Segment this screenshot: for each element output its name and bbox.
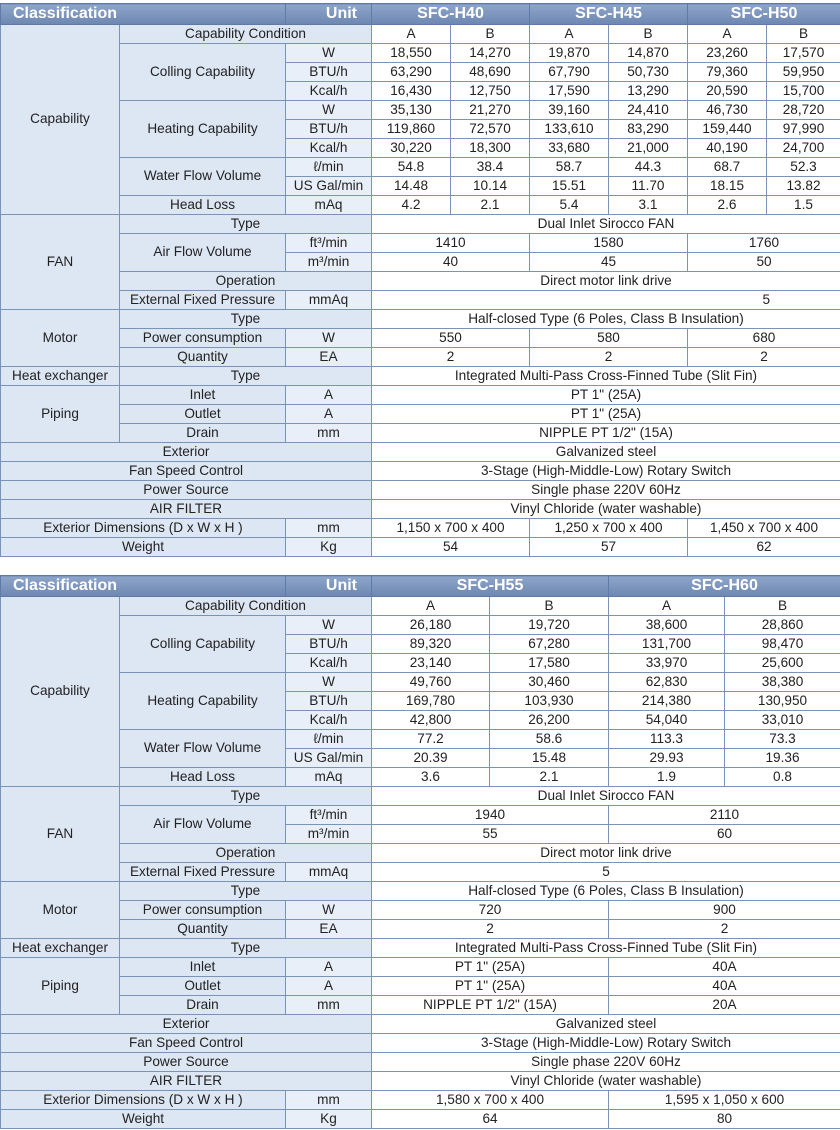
value-cell: 54 xyxy=(372,538,530,557)
row-group-capability: Capability xyxy=(1,597,120,787)
value-cell: 38,600 xyxy=(609,616,725,635)
value-cell: 50 xyxy=(688,253,840,272)
value-cell: 21,270 xyxy=(451,101,530,120)
unit-cell: EA xyxy=(286,920,372,939)
value-cell: 17,590 xyxy=(530,82,609,101)
value-cell: 18,300 xyxy=(451,139,530,158)
value-cell: 20,590 xyxy=(688,82,767,101)
model-header: SFC-H40 xyxy=(372,4,530,25)
unit-cell: ℓ/min xyxy=(286,158,372,177)
unit-cell: A xyxy=(286,977,372,996)
value-cell: 97,990 xyxy=(767,120,840,139)
value-cell: 30,220 xyxy=(372,139,451,158)
value-cell: 63,290 xyxy=(372,63,451,82)
value-cell: PT 1" (25A) xyxy=(372,977,609,996)
value-cell: Single phase 220V 60Hz xyxy=(372,1053,840,1072)
value-cell: 0.8 xyxy=(725,768,840,787)
unit-cell: mAq xyxy=(286,768,372,787)
value-cell: Integrated Multi-Pass Cross-Finned Tube (Slit Fin) xyxy=(372,939,840,958)
unit-cell: A xyxy=(286,958,372,977)
value-cell: 15.48 xyxy=(490,749,609,768)
value-cell: 1.5 xyxy=(767,196,840,215)
model-header: SFC-H55 xyxy=(372,576,609,597)
value-cell: 40 xyxy=(372,253,530,272)
value-cell: 2110 xyxy=(609,806,840,825)
value-cell: 80 xyxy=(609,1110,840,1129)
value-cell: 10.14 xyxy=(451,177,530,196)
value-cell: 72,570 xyxy=(451,120,530,139)
row-label-power-source: Power Source xyxy=(1,1053,372,1072)
value-cell: 14.48 xyxy=(372,177,451,196)
value-cell: PT 1" (25A) xyxy=(372,958,609,977)
value-cell: 15.51 xyxy=(530,177,609,196)
row-label-head-loss: Head Loss xyxy=(120,196,286,215)
row-group-fan: FAN xyxy=(1,215,120,310)
cond-cell: B xyxy=(725,597,840,616)
row-label-drain: Drain xyxy=(120,424,286,443)
value-cell: 3.1 xyxy=(609,196,688,215)
value-cell: 21,000 xyxy=(609,139,688,158)
value-cell: 98,470 xyxy=(725,635,840,654)
value-cell: 1580 xyxy=(530,234,688,253)
spec-table-sfc-h40-h50 xyxy=(0,3,840,557)
value-cell: 17,570 xyxy=(767,44,840,63)
cond-cell: B xyxy=(451,25,530,44)
value-cell: 58.7 xyxy=(530,158,609,177)
unit-cell: ℓ/min xyxy=(286,730,372,749)
value-cell: 1940 xyxy=(372,806,609,825)
value-cell: 1410 xyxy=(372,234,530,253)
unit-cell: Kg xyxy=(286,538,372,557)
row-label-type: Type xyxy=(120,939,372,958)
unit-cell: Kcal/h xyxy=(286,82,372,101)
value-cell: 57 xyxy=(530,538,688,557)
value-cell: 49,760 xyxy=(372,673,490,692)
value-cell: 130,950 xyxy=(725,692,840,711)
value-cell: 29.93 xyxy=(609,749,725,768)
unit-cell: A xyxy=(286,405,372,424)
row-label-power-source: Power Source xyxy=(1,481,372,500)
row-label-exterior: Exterior xyxy=(1,1015,372,1034)
value-cell: 103,930 xyxy=(490,692,609,711)
value-cell: 16,430 xyxy=(372,82,451,101)
value-cell: 24,700 xyxy=(767,139,840,158)
value-cell: 67,790 xyxy=(530,63,609,82)
unit-cell: mmAq xyxy=(286,291,372,310)
cond-cell: B xyxy=(490,597,609,616)
value-cell: 20.39 xyxy=(372,749,490,768)
value-cell: Dual Inlet Sirocco FAN xyxy=(372,787,840,806)
value-cell: Galvanized steel xyxy=(372,1015,840,1034)
row-label-outlet: Outlet xyxy=(120,405,286,424)
row-label-type: Type xyxy=(120,215,372,234)
row-label-power-consumption: Power consumption xyxy=(120,901,286,920)
value-cell: 14,870 xyxy=(609,44,688,63)
unit-cell: m³/min xyxy=(286,253,372,272)
header-unit: Unit xyxy=(286,576,372,597)
value-cell: 38.4 xyxy=(451,158,530,177)
value-cell: 39,160 xyxy=(530,101,609,120)
value-cell: 1760 xyxy=(688,234,840,253)
cond-cell: A xyxy=(609,597,725,616)
value-cell: 20A xyxy=(609,996,840,1015)
value-cell: 33,680 xyxy=(530,139,609,158)
value-cell: 26,200 xyxy=(490,711,609,730)
model-header: SFC-H50 xyxy=(688,4,840,25)
value-cell: Vinyl Chloride (water washable) xyxy=(372,1072,840,1091)
value-cell: 33,010 xyxy=(725,711,840,730)
value-cell: Integrated Multi-Pass Cross-Finned Tube (Slit Fin) xyxy=(372,367,840,386)
value-cell: Half-closed Type (6 Poles, Class B Insulation) xyxy=(372,882,840,901)
row-label-exterior: Exterior xyxy=(1,443,372,462)
value-cell: 68.7 xyxy=(688,158,767,177)
cond-cell: A xyxy=(530,25,609,44)
header-classification: Classification xyxy=(1,576,286,597)
unit-cell: A xyxy=(286,386,372,405)
row-label-weight: Weight xyxy=(1,1110,286,1129)
row-group-fan: FAN xyxy=(1,787,120,882)
unit-cell: W xyxy=(286,673,372,692)
value-cell: 77.2 xyxy=(372,730,490,749)
value-cell: 54,040 xyxy=(609,711,725,730)
value-cell: PT 1" (25A) xyxy=(372,405,840,424)
value-cell: Direct motor link drive xyxy=(372,844,840,863)
value-cell: 45 xyxy=(530,253,688,272)
unit-cell: BTU/h xyxy=(286,63,372,82)
unit-cell: Kcal/h xyxy=(286,711,372,730)
cond-cell: B xyxy=(767,25,840,44)
value-cell: 35,130 xyxy=(372,101,451,120)
header-classification: Classification xyxy=(1,4,286,25)
value-cell: 30,460 xyxy=(490,673,609,692)
unit-cell: US Gal/min xyxy=(286,177,372,196)
row-label-exterior-dimensions: Exterior Dimensions (D x W x H ) xyxy=(1,1091,286,1110)
value-cell: 25,600 xyxy=(725,654,840,673)
value-cell: PT 1" (25A) xyxy=(372,386,840,405)
row-label-air-flow-volume: Air Flow Volume xyxy=(120,234,286,272)
unit-cell: Kg xyxy=(286,1110,372,1129)
value-cell: 14,270 xyxy=(451,44,530,63)
unit-cell: W xyxy=(286,101,372,120)
row-label-quantity: Quantity xyxy=(120,920,286,939)
row-label-water-flow-volume: Water Flow Volume xyxy=(120,730,286,768)
unit-cell: EA xyxy=(286,348,372,367)
value-cell: 1.9 xyxy=(609,768,725,787)
row-label-capability-condition: Capability Condition xyxy=(120,25,372,44)
value-cell: 28,720 xyxy=(767,101,840,120)
value-cell: 169,780 xyxy=(372,692,490,711)
value-cell: Galvanized steel xyxy=(372,443,840,462)
row-label-external-fixed-pressure: External Fixed Pressure xyxy=(120,291,286,310)
row-label-air-flow-volume: Air Flow Volume xyxy=(120,806,286,844)
value-cell: 54.8 xyxy=(372,158,451,177)
row-group-capability: Capability xyxy=(1,25,120,215)
row-label-colling-capability: Colling Capability xyxy=(120,616,286,673)
value-cell: Vinyl Chloride (water washable) xyxy=(372,500,840,519)
row-label-exterior-dimensions: Exterior Dimensions (D x W x H ) xyxy=(1,519,286,538)
value-cell: 1,595 x 1,050 x 600 xyxy=(609,1091,840,1110)
value-cell: 2.1 xyxy=(490,768,609,787)
value-cell: 5.4 xyxy=(530,196,609,215)
unit-cell: mmAq xyxy=(286,863,372,882)
value-cell: 33,970 xyxy=(609,654,725,673)
row-group-heat-exchanger: Heat exchanger xyxy=(1,367,120,386)
value-cell: 2 xyxy=(688,348,840,367)
value-cell: 13.82 xyxy=(767,177,840,196)
value-cell: NIPPLE PT 1/2" (15A) xyxy=(372,996,609,1015)
value-cell: Dual Inlet Sirocco FAN xyxy=(372,215,840,234)
value-cell: 12,750 xyxy=(451,82,530,101)
value-cell: 46,730 xyxy=(688,101,767,120)
value-cell: 52.3 xyxy=(767,158,840,177)
cond-cell: A xyxy=(688,25,767,44)
value-cell: NIPPLE PT 1/2" (15A) xyxy=(372,424,840,443)
row-group-piping: Piping xyxy=(1,386,120,443)
row-label-heating-capability: Heating Capability xyxy=(120,101,286,158)
row-label-operation: Operation xyxy=(120,272,372,291)
value-cell: 19,870 xyxy=(530,44,609,63)
value-cell: 17,580 xyxy=(490,654,609,673)
model-header: SFC-H45 xyxy=(530,4,688,25)
value-cell: 1,450 x 700 x 400 xyxy=(688,519,840,538)
header-unit: Unit xyxy=(286,4,372,25)
row-label-outlet: Outlet xyxy=(120,977,286,996)
value-cell: 19,720 xyxy=(490,616,609,635)
value-cell: 550 xyxy=(372,329,530,348)
value-cell: 55 xyxy=(372,825,609,844)
row-label-type: Type xyxy=(120,787,372,806)
value-cell: 42,800 xyxy=(372,711,490,730)
model-header: SFC-H60 xyxy=(609,576,840,597)
value-cell: 38,380 xyxy=(725,673,840,692)
value-cell: 48,690 xyxy=(451,63,530,82)
row-label-type: Type xyxy=(120,882,372,901)
value-cell: 23,140 xyxy=(372,654,490,673)
value-cell: 5 xyxy=(372,863,840,882)
value-cell: 19.36 xyxy=(725,749,840,768)
value-cell: 2 xyxy=(372,348,530,367)
row-label-colling-capability: Colling Capability xyxy=(120,44,286,101)
unit-cell: mAq xyxy=(286,196,372,215)
cond-cell: A xyxy=(372,25,451,44)
row-label-quantity: Quantity xyxy=(120,348,286,367)
row-label-weight: Weight xyxy=(1,538,286,557)
unit-cell: mm xyxy=(286,1091,372,1110)
value-cell: 44.3 xyxy=(609,158,688,177)
value-cell: 2 xyxy=(530,348,688,367)
value-cell: 64 xyxy=(372,1110,609,1129)
value-cell: 900 xyxy=(609,901,840,920)
value-cell: 2.6 xyxy=(688,196,767,215)
value-cell: 18,550 xyxy=(372,44,451,63)
value-cell: 2 xyxy=(609,920,840,939)
value-cell: 1,250 x 700 x 400 xyxy=(530,519,688,538)
value-cell: 13,290 xyxy=(609,82,688,101)
value-cell: 58.6 xyxy=(490,730,609,749)
unit-cell: BTU/h xyxy=(286,120,372,139)
value-cell: 2.1 xyxy=(451,196,530,215)
value-cell: 26,180 xyxy=(372,616,490,635)
value-cell: 62 xyxy=(688,538,840,557)
value-cell: 1,150 x 700 x 400 xyxy=(372,519,530,538)
value-cell: 67,280 xyxy=(490,635,609,654)
row-label-fan-speed-control: Fan Speed Control xyxy=(1,1034,372,1053)
value-cell: 73.3 xyxy=(725,730,840,749)
value-cell: 680 xyxy=(688,329,840,348)
unit-cell: ft³/min xyxy=(286,806,372,825)
value-cell: 3.6 xyxy=(372,768,490,787)
row-label-type: Type xyxy=(120,367,372,386)
value-cell: 83,290 xyxy=(609,120,688,139)
row-label-drain: Drain xyxy=(120,996,286,1015)
unit-cell: W xyxy=(286,901,372,920)
unit-cell: US Gal/min xyxy=(286,749,372,768)
value-cell: 5 xyxy=(372,291,840,310)
unit-cell: W xyxy=(286,616,372,635)
row-group-heat-exchanger: Heat exchanger xyxy=(1,939,120,958)
value-cell: 3-Stage (High-Middle-Low) Rotary Switch xyxy=(372,462,840,481)
row-label-inlet: Inlet xyxy=(120,958,286,977)
cond-cell: B xyxy=(609,25,688,44)
row-label-external-fixed-pressure: External Fixed Pressure xyxy=(120,863,286,882)
value-cell: 159,440 xyxy=(688,120,767,139)
value-cell: 40,190 xyxy=(688,139,767,158)
row-label-capability-condition: Capability Condition xyxy=(120,597,372,616)
unit-cell: BTU/h xyxy=(286,692,372,711)
unit-cell: mm xyxy=(286,424,372,443)
value-cell: 11.70 xyxy=(609,177,688,196)
unit-cell: mm xyxy=(286,996,372,1015)
value-cell: 50,730 xyxy=(609,63,688,82)
value-cell: 79,360 xyxy=(688,63,767,82)
value-cell: 24,410 xyxy=(609,101,688,120)
value-cell: 18.15 xyxy=(688,177,767,196)
value-cell: 59,950 xyxy=(767,63,840,82)
value-cell: 1,580 x 700 x 400 xyxy=(372,1091,609,1110)
value-cell: 720 xyxy=(372,901,609,920)
row-label-air-filter: AIR FILTER xyxy=(1,1072,372,1091)
row-group-motor: Motor xyxy=(1,882,120,939)
value-cell: 214,380 xyxy=(609,692,725,711)
value-cell: 2 xyxy=(372,920,609,939)
value-cell: 40A xyxy=(609,958,840,977)
row-group-motor: Motor xyxy=(1,310,120,367)
value-cell: 15,700 xyxy=(767,82,840,101)
value-cell: 28,860 xyxy=(725,616,840,635)
row-label-water-flow-volume: Water Flow Volume xyxy=(120,158,286,196)
unit-cell: W xyxy=(286,329,372,348)
value-cell: 580 xyxy=(530,329,688,348)
value-cell: 131,700 xyxy=(609,635,725,654)
unit-cell: W xyxy=(286,44,372,63)
value-cell: 3-Stage (High-Middle-Low) Rotary Switch xyxy=(372,1034,840,1053)
row-label-operation: Operation xyxy=(120,844,372,863)
cond-cell: A xyxy=(372,597,490,616)
value-cell: 89,320 xyxy=(372,635,490,654)
value-cell: 113.3 xyxy=(609,730,725,749)
value-cell: 133,610 xyxy=(530,120,609,139)
unit-cell: m³/min xyxy=(286,825,372,844)
unit-cell: Kcal/h xyxy=(286,139,372,158)
row-label-inlet: Inlet xyxy=(120,386,286,405)
row-label-fan-speed-control: Fan Speed Control xyxy=(1,462,372,481)
spec-table-sfc-h55-h60 xyxy=(0,575,840,1129)
value-cell: 4.2 xyxy=(372,196,451,215)
unit-cell: ft³/min xyxy=(286,234,372,253)
value-cell: 40A xyxy=(609,977,840,996)
unit-cell: mm xyxy=(286,519,372,538)
row-label-head-loss: Head Loss xyxy=(120,768,286,787)
row-label-type: Type xyxy=(120,310,372,329)
row-label-heating-capability: Heating Capability xyxy=(120,673,286,730)
unit-cell: BTU/h xyxy=(286,635,372,654)
value-cell: Single phase 220V 60Hz xyxy=(372,481,840,500)
value-cell: 23,260 xyxy=(688,44,767,63)
value-cell: 62,830 xyxy=(609,673,725,692)
row-label-power-consumption: Power consumption xyxy=(120,329,286,348)
row-label-air-filter: AIR FILTER xyxy=(1,500,372,519)
value-cell: 60 xyxy=(609,825,840,844)
row-group-piping: Piping xyxy=(1,958,120,1015)
value-cell: Direct motor link drive xyxy=(372,272,840,291)
unit-cell: Kcal/h xyxy=(286,654,372,673)
value-cell: 119,860 xyxy=(372,120,451,139)
value-cell: Half-closed Type (6 Poles, Class B Insulation) xyxy=(372,310,840,329)
